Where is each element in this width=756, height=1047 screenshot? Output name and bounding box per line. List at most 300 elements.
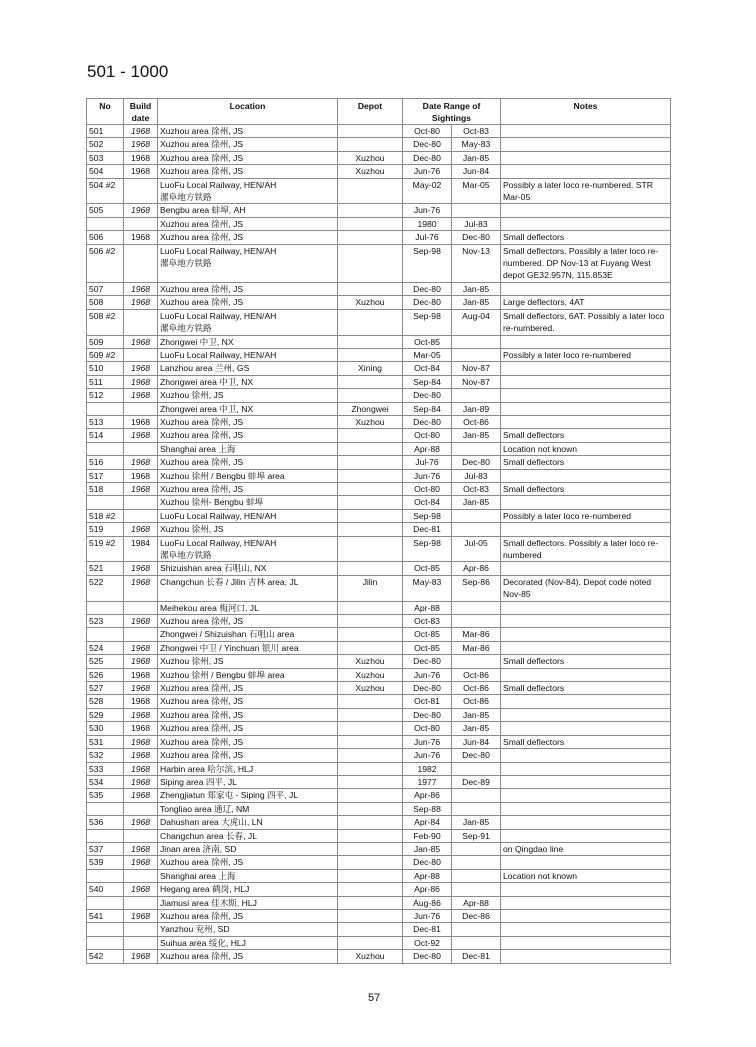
cell-build-date [124, 178, 158, 204]
cell-date-from: Feb-90 [403, 829, 452, 842]
cell-no: 511 [87, 375, 124, 388]
cell-date-to: Jan-85 [452, 816, 501, 829]
cell-build-date: 1968 [124, 138, 158, 151]
cell-build-date: 1968 [124, 165, 158, 178]
cell-build-date [124, 442, 158, 455]
cell-date-to: Dec-81 [452, 950, 501, 963]
cell-build-date: 1968 [124, 482, 158, 495]
cell-date-from: Sep-98 [403, 244, 452, 282]
cell-date-from: Sep-88 [403, 802, 452, 815]
cell-build-date: 1968 [124, 429, 158, 442]
cell-notes [501, 695, 671, 708]
table-row [87, 389, 671, 402]
cell-date-to: Nov-87 [452, 375, 501, 388]
cell-date-from: Apr-86 [403, 883, 452, 896]
cell-date-to [452, 802, 501, 815]
cell-location: Zhongwei area 中卫, NX [158, 402, 338, 415]
cell-build-date: 1968 [124, 282, 158, 295]
cell-location: Dahushan area 大虎山, LN [158, 816, 338, 829]
cell-date-from: 1980 [403, 217, 452, 230]
cell-no: 539 [87, 856, 124, 869]
cell-no: 504 [87, 165, 124, 178]
cell-date-to: Dec-86 [452, 909, 501, 922]
table-row [87, 695, 671, 708]
cell-depot [338, 348, 403, 361]
cell-location: Xuzhou 徐州, JS [158, 655, 338, 668]
table-row [87, 429, 671, 442]
cell-notes [501, 896, 671, 909]
cell-depot [338, 775, 403, 788]
cell-location: Jinan area 济南, SD [158, 842, 338, 855]
table-row [87, 536, 671, 562]
cell-notes: Small deflectors [501, 231, 671, 244]
cell-date-from: Dec-80 [403, 415, 452, 428]
cell-date-from: 1982 [403, 762, 452, 775]
cell-date-from: Oct-92 [403, 936, 452, 949]
cell-depot: Jilin [338, 575, 403, 601]
cell-date-from: May-83 [403, 575, 452, 601]
cell-build-date [124, 402, 158, 415]
cell-location: Xuzhou area 徐州, JS [158, 950, 338, 963]
cell-notes [501, 523, 671, 536]
cell-no: 530 [87, 722, 124, 735]
cell-depot [338, 842, 403, 855]
cell-location: Zhongwei 中卫, NX [158, 335, 338, 348]
cell-build-date: 1968 [124, 655, 158, 668]
cell-no: 510 [87, 362, 124, 375]
cell-date-to: Apr-88 [452, 896, 501, 909]
cell-notes: Large deflectors, 4AT [501, 296, 671, 309]
table-row [87, 523, 671, 536]
cell-notes [501, 923, 671, 936]
cell-build-date [124, 217, 158, 230]
cell-no [87, 628, 124, 641]
cell-depot [338, 456, 403, 469]
cell-date-to: Jan-85 [452, 722, 501, 735]
cell-date-to: Nov-87 [452, 362, 501, 375]
cell-notes [501, 615, 671, 628]
cell-notes [501, 151, 671, 164]
cell-date-from: Apr-88 [403, 442, 452, 455]
cell-date-to: Jan-85 [452, 282, 501, 295]
cell-location [158, 178, 338, 204]
cell-notes [501, 217, 671, 230]
cell-build-date: 1968 [124, 909, 158, 922]
cell-date-from: Jun-76 [403, 735, 452, 748]
cell-build-date: 1968 [124, 362, 158, 375]
cell-date-from: Oct-80 [403, 482, 452, 495]
cell-build-date: 1968 [124, 762, 158, 775]
table-row [87, 165, 671, 178]
cell-no: 537 [87, 842, 124, 855]
cell-build-date: 1984 [124, 536, 158, 562]
cell-no: 527 [87, 682, 124, 695]
cell-depot [338, 641, 403, 654]
cell-date-to: Oct-86 [452, 415, 501, 428]
cell-location: Xuzhou area 徐州, JS [158, 456, 338, 469]
cell-build-date: 1968 [124, 856, 158, 869]
cell-location: Xuzhou area 徐州, JS [158, 231, 338, 244]
cell-date-to: Dec-80 [452, 456, 501, 469]
cell-build-date: 1968 [124, 749, 158, 762]
cell-date-to: Jul-83 [452, 469, 501, 482]
cell-notes [501, 909, 671, 922]
cell-depot: Xuzhou [338, 165, 403, 178]
table-row [87, 509, 671, 522]
table-row [87, 231, 671, 244]
cell-depot [338, 816, 403, 829]
cell-depot [338, 429, 403, 442]
cell-date-to [452, 936, 501, 949]
cell-date-from: Oct-81 [403, 695, 452, 708]
cell-depot [338, 923, 403, 936]
cell-date-to: Mar-05 [452, 178, 501, 204]
table-row [87, 151, 671, 164]
cell-notes [501, 762, 671, 775]
cell-date-from: Dec-80 [403, 856, 452, 869]
cell-notes [501, 708, 671, 721]
cell-depot: Xuzhou [338, 655, 403, 668]
cell-location: Xuzhou 徐州, JS [158, 523, 338, 536]
cell-date-to [452, 842, 501, 855]
table-row [87, 802, 671, 815]
cell-date-from: Oct-84 [403, 496, 452, 509]
cell-no: 517 [87, 469, 124, 482]
table-row [87, 923, 671, 936]
cell-depot [338, 509, 403, 522]
cell-date-from: Jun-76 [403, 668, 452, 681]
cell-date-from: Sep-98 [403, 536, 452, 562]
cell-no: 521 [87, 562, 124, 575]
table-row [87, 244, 671, 282]
cell-no: 509 #2 [87, 348, 124, 361]
cell-date-from: Jun-76 [403, 749, 452, 762]
cell-location: Shizuishan area 石咀山, NX [158, 562, 338, 575]
cell-no: 519 #2 [87, 536, 124, 562]
cell-date-from: Oct-85 [403, 641, 452, 654]
cell-notes: Location not known [501, 442, 671, 455]
cell-date-from: Oct-83 [403, 615, 452, 628]
table-row [87, 668, 671, 681]
cell-depot [338, 282, 403, 295]
cell-depot [338, 628, 403, 641]
table-row [87, 909, 671, 922]
table-row [87, 762, 671, 775]
cell-location: Suihua area 绥化, HLJ [158, 936, 338, 949]
cell-no: 523 [87, 615, 124, 628]
cell-location: LuoFu Local Railway, HEN/AH [158, 509, 338, 522]
cell-date-from: Aug-86 [403, 896, 452, 909]
cell-date-from: Mar-05 [403, 348, 452, 361]
cell-date-to [452, 655, 501, 668]
table-row [87, 615, 671, 628]
cell-depot [338, 496, 403, 509]
cell-date-from: Oct-80 [403, 722, 452, 735]
cell-location: Xuzhou area 徐州, JS [158, 217, 338, 230]
cell-date-to: Jan-85 [452, 296, 501, 309]
cell-location: Xuzhou area 徐州, JS [158, 125, 338, 138]
cell-depot [338, 442, 403, 455]
cell-notes [501, 856, 671, 869]
cell-no: 532 [87, 749, 124, 762]
cell-depot: Xining [338, 362, 403, 375]
cell-no: 540 [87, 883, 124, 896]
cell-location: Xuzhou area 徐州, JS [158, 165, 338, 178]
cell-notes [501, 749, 671, 762]
header-depot: Depot [338, 99, 403, 125]
table-row [87, 335, 671, 348]
cell-date-from: Dec-81 [403, 523, 452, 536]
cell-date-to: Sep-91 [452, 829, 501, 842]
cell-no: 506 #2 [87, 244, 124, 282]
cell-build-date: 1968 [124, 456, 158, 469]
cell-notes: Small deflectors [501, 682, 671, 695]
cell-no: 541 [87, 909, 124, 922]
cell-date-to [452, 762, 501, 775]
cell-notes [501, 138, 671, 151]
location-line: LuoFu Local Railway, HEN/AH [160, 245, 277, 256]
cell-notes [501, 628, 671, 641]
cell-notes [501, 816, 671, 829]
cell-notes: Possibly a later loco re-numbered. STR Mar-05 [501, 178, 671, 204]
cell-notes [501, 802, 671, 815]
cell-date-from: Jun-76 [403, 165, 452, 178]
cell-date-from: Sep-98 [403, 309, 452, 335]
cell-no: 536 [87, 816, 124, 829]
cell-depot [338, 536, 403, 562]
cell-date-to: Dec-80 [452, 749, 501, 762]
location-line: 漯阜地方铁路 [160, 550, 212, 560]
cell-notes [501, 601, 671, 614]
cell-notes [501, 496, 671, 509]
cell-date-from: Dec-80 [403, 655, 452, 668]
cell-location: Xuzhou area 徐州, JS [158, 695, 338, 708]
cell-location: Xuzhou area 徐州, JS [158, 282, 338, 295]
cell-date-to: Mar-86 [452, 641, 501, 654]
cell-build-date: 1968 [124, 562, 158, 575]
cell-build-date [124, 829, 158, 842]
table-row [87, 722, 671, 735]
cell-date-to: Sep-86 [452, 575, 501, 601]
cell-notes: on Qingdao line [501, 842, 671, 855]
cell-build-date [124, 802, 158, 815]
page-number: 57 [368, 992, 381, 1004]
cell-notes [501, 641, 671, 654]
cell-date-to: Aug-04 [452, 309, 501, 335]
cell-notes [501, 668, 671, 681]
header-location: Location [158, 99, 338, 125]
cell-location: Xuzhou 徐州 / Bengbu 蚌埠 area [158, 668, 338, 681]
cell-notes [501, 775, 671, 788]
cell-build-date: 1968 [124, 375, 158, 388]
cell-notes [501, 562, 671, 575]
cell-no [87, 896, 124, 909]
cell-no: 502 [87, 138, 124, 151]
table-row [87, 950, 671, 963]
location-line: LuoFu Local Railway, HEN/AH [160, 537, 277, 548]
cell-no: 526 [87, 668, 124, 681]
cell-date-from: Jan-85 [403, 842, 452, 855]
cell-date-to: Oct-83 [452, 125, 501, 138]
table-row [87, 601, 671, 614]
cell-date-to: Dec-80 [452, 231, 501, 244]
cell-location: Yanzhou 兖州, SD [158, 923, 338, 936]
cell-build-date: 1968 [124, 151, 158, 164]
cell-notes [501, 883, 671, 896]
cell-build-date: 1968 [124, 682, 158, 695]
cell-date-to: Oct-86 [452, 682, 501, 695]
cell-build-date: 1968 [124, 575, 158, 601]
cell-no: 525 [87, 655, 124, 668]
table-row [87, 856, 671, 869]
table-row [87, 628, 671, 641]
cell-build-date: 1968 [124, 722, 158, 735]
cell-date-from: Jun-76 [403, 204, 452, 217]
cell-build-date: 1968 [124, 668, 158, 681]
cell-depot [338, 523, 403, 536]
cell-date-from: Dec-80 [403, 950, 452, 963]
cell-location: Xuzhou area 徐州, JS [158, 482, 338, 495]
cell-notes: Small deflectors [501, 735, 671, 748]
cell-date-to: Oct-83 [452, 482, 501, 495]
cell-no [87, 829, 124, 842]
cell-depot [338, 883, 403, 896]
cell-location: Changchun 长春 / Jilin 吉林 area, JL [158, 575, 338, 601]
cell-date-to [452, 601, 501, 614]
table-row [87, 789, 671, 802]
cell-depot: Xuzhou [338, 950, 403, 963]
table-row [87, 842, 671, 855]
cell-build-date: 1968 [124, 950, 158, 963]
cell-depot [338, 562, 403, 575]
cell-no: 542 [87, 950, 124, 963]
cell-no: 506 [87, 231, 124, 244]
cell-location: Hegang area 鹤岗, HLJ [158, 883, 338, 896]
cell-depot [338, 178, 403, 204]
cell-date-to [452, 523, 501, 536]
cell-no: 528 [87, 695, 124, 708]
location-line: 漯阜地方铁路 [160, 323, 212, 334]
cell-date-from: Dec-80 [403, 708, 452, 721]
cell-date-from: May-02 [403, 178, 452, 204]
cell-no: 509 [87, 335, 124, 348]
table-body [87, 125, 671, 964]
cell-depot [338, 789, 403, 802]
header-build-date: Build date [124, 99, 158, 125]
cell-depot [338, 217, 403, 230]
cell-location: Lanzhou area 兰州, GS [158, 362, 338, 375]
table-row [87, 735, 671, 748]
cell-notes: Small deflectors [501, 456, 671, 469]
cell-no: 507 [87, 282, 124, 295]
cell-location: Meihekou area 梅河口, JL [158, 601, 338, 614]
cell-no [87, 442, 124, 455]
cell-date-to: Nov-13 [452, 244, 501, 282]
cell-location: Xuzhou area 徐州, JS [158, 722, 338, 735]
cell-build-date [124, 896, 158, 909]
cell-build-date: 1968 [124, 296, 158, 309]
cell-depot [338, 735, 403, 748]
cell-depot [338, 749, 403, 762]
cell-location: Zhongwei 中卫 / Yinchuan 银川 area [158, 641, 338, 654]
cell-build-date: 1968 [124, 816, 158, 829]
cell-date-from: Apr-86 [403, 789, 452, 802]
cell-notes: Location not known [501, 869, 671, 882]
cell-depot [338, 601, 403, 614]
cell-no: 524 [87, 641, 124, 654]
cell-depot [338, 762, 403, 775]
cell-date-from: Jun-76 [403, 469, 452, 482]
cell-date-from: Dec-80 [403, 682, 452, 695]
cell-no [87, 923, 124, 936]
cell-location: Siping area 四平, JL [158, 775, 338, 788]
cell-location: Jiamusi area 佳木斯, HLJ [158, 896, 338, 909]
cell-depot [338, 829, 403, 842]
table-row [87, 682, 671, 695]
table-row [87, 125, 671, 138]
cell-location: Xuzhou area 徐州, JS [158, 429, 338, 442]
cell-notes: Small deflectors. Possibly a later loco re-numbered. DP Nov-13 at Fuyang West depot GE32.957N, 115.853E [501, 244, 671, 282]
cell-location [158, 309, 338, 335]
table-row [87, 775, 671, 788]
table-row [87, 708, 671, 721]
cell-depot [338, 936, 403, 949]
cell-build-date: 1968 [124, 883, 158, 896]
cell-notes [501, 389, 671, 402]
cell-no: 522 [87, 575, 124, 601]
cell-build-date [124, 869, 158, 882]
cell-depot [338, 389, 403, 402]
cell-depot [338, 482, 403, 495]
table-row [87, 217, 671, 230]
cell-no [87, 869, 124, 882]
cell-location: Xuzhou area 徐州, JS [158, 708, 338, 721]
table-row [87, 896, 671, 909]
table-row [87, 362, 671, 375]
cell-depot [338, 309, 403, 335]
table-row [87, 296, 671, 309]
table-row [87, 496, 671, 509]
cell-depot [338, 244, 403, 282]
header-no: No [87, 99, 124, 125]
location-line: 漯阜地方铁路 [160, 258, 212, 269]
cell-build-date [124, 923, 158, 936]
table-row [87, 469, 671, 482]
cell-no: 531 [87, 735, 124, 748]
table-row [87, 442, 671, 455]
cell-no: 505 [87, 204, 124, 217]
cell-location: Changchun area 长春, JL [158, 829, 338, 842]
page-title: 501 - 1000 [87, 62, 169, 81]
cell-depot [338, 695, 403, 708]
cell-depot [338, 204, 403, 217]
cell-date-to [452, 204, 501, 217]
cell-notes: Small deflectors. Possibly a later loco re-numbered [501, 536, 671, 562]
cell-notes [501, 936, 671, 949]
cell-location: Xuzhou area 徐州, JS [158, 856, 338, 869]
cell-build-date: 1968 [124, 415, 158, 428]
cell-notes: Small deflectors [501, 655, 671, 668]
cell-depot [338, 375, 403, 388]
cell-location: Xuzhou area 徐州, JS [158, 909, 338, 922]
cell-build-date: 1968 [124, 125, 158, 138]
cell-build-date [124, 348, 158, 361]
table-header [87, 99, 671, 125]
cell-date-to: Oct-86 [452, 695, 501, 708]
cell-no [87, 217, 124, 230]
cell-depot [338, 335, 403, 348]
cell-date-to [452, 335, 501, 348]
